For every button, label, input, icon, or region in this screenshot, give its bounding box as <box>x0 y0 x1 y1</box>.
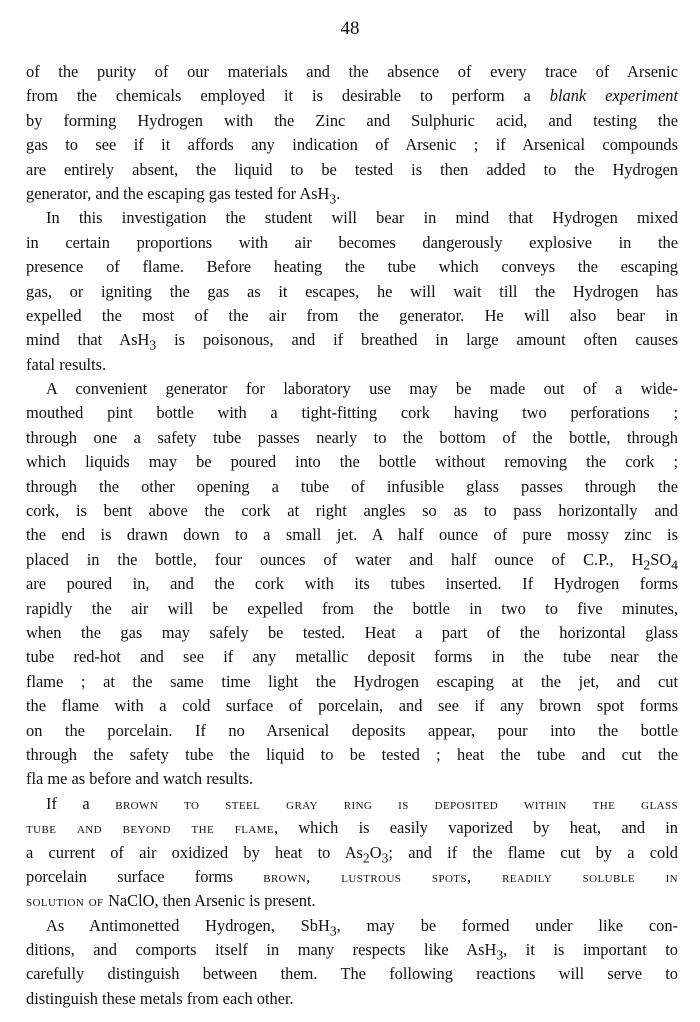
text-run: by forming Hydrogen with the Zinc and Sulphuric acid, and testing the <box>26 110 678 130</box>
text-line <box>26 743 678 767</box>
text-line <box>26 889 678 913</box>
text-line <box>26 841 678 865</box>
text-line <box>26 426 678 450</box>
text-line <box>26 182 678 206</box>
text-run: As Antimonetted Hydrogen, SbH <box>46 915 330 935</box>
text-line <box>26 548 678 572</box>
paragraph <box>26 206 678 377</box>
text-run: through one a safety tube passes nearly to the bottom of the bottle, through <box>26 427 678 447</box>
text-run: are entirely absent, the liquid to be tested is then added to the Hydrogen <box>26 159 678 179</box>
text-run: when the gas may safely be tested. Heat a part of the horizontal glass <box>26 622 678 642</box>
text-run: a current of air oxidized by heat to As <box>26 842 363 862</box>
text-line <box>26 255 678 279</box>
text-line <box>26 792 678 816</box>
subscript: 3 <box>329 922 337 938</box>
subscript: 3 <box>381 849 389 865</box>
text-run: of the purity of our materials and the absence of every trace of Arsenic <box>26 62 678 81</box>
text-run: In this investigation the student will bear in mind that Hydrogen mixed <box>46 208 678 228</box>
text-line <box>26 694 678 718</box>
text-line <box>26 621 678 645</box>
text-line <box>26 206 678 230</box>
text-line <box>26 304 678 328</box>
text-run: carefully distinguish between them. The following reactions will serve to <box>26 964 678 984</box>
text-line <box>26 353 678 377</box>
text-run: , it is important to <box>503 940 678 960</box>
text-line <box>26 328 678 352</box>
text-run: blank experiment <box>549 86 678 106</box>
page-number: 48 <box>340 18 360 39</box>
text-line <box>26 499 678 523</box>
text-line <box>26 719 678 743</box>
text-line <box>26 401 678 425</box>
text-line <box>26 450 678 474</box>
text-run: , may be formed under like con- <box>336 915 679 935</box>
text-run: through the other opening a tube of infusible glass passes through the <box>26 476 678 496</box>
text-run: cork, is bent above the cork at right angles so as to pass horizontally and <box>26 501 678 521</box>
subscript: 4 <box>671 557 678 573</box>
text-line <box>26 109 678 133</box>
text-run: the flame with a cold surface of porcelain, and see if any brown spot forms <box>26 696 678 716</box>
text-run: , which is easily vaporized by heat, and in <box>273 818 678 838</box>
text-run: which liquids may be poured into the bottle without removing the cork ; <box>26 452 678 472</box>
text-run: in certain proportions with air becomes dangerously explosive in the <box>26 232 678 252</box>
text-line <box>26 767 678 791</box>
subscript: 3 <box>329 191 337 207</box>
text-line <box>26 572 678 596</box>
subscript: 2 <box>643 557 651 573</box>
text-run: flame ; at the same time light the Hydrogen escaping at the jet, and cut <box>26 671 678 691</box>
text-run: brown, lustrous spots, readily soluble in <box>263 866 678 886</box>
paragraph <box>26 377 678 792</box>
text-run: tube red-hot and see if any metallic deposit forms in the tube near the <box>26 647 678 667</box>
text-run: expelled the most of the air from the generator. He will also bear in <box>26 305 678 325</box>
text-line <box>26 597 678 621</box>
text-line <box>26 280 678 304</box>
text-run: generator, and the escaping gas tested for AsH <box>26 183 330 203</box>
paragraph <box>26 914 678 1012</box>
text-run: presence of flame. Before heating the tube which conveys the escaping <box>26 257 678 277</box>
text-line <box>26 816 678 840</box>
text-run: SO <box>650 549 672 569</box>
text-run: from the chemicals employed it is desirable to perform a <box>26 86 550 106</box>
text-run: solution of <box>26 891 109 911</box>
text-run: is poisonous, and if breathed in large amount often causes <box>156 330 678 350</box>
text-run: O <box>369 842 382 862</box>
text-line <box>26 523 678 547</box>
text-run: tube and beyond the flame <box>26 818 274 838</box>
text-run: on the porcelain. If no Arsenical deposits appear, pour into the bottle <box>26 720 678 740</box>
text-run: gas to see if it affords any indication of Arsenic ; if Arsenical compounds <box>26 135 678 155</box>
text-run: the end is drawn down to a small jet. A half ounce of pure mossy zinc is <box>26 525 678 545</box>
paragraph <box>26 60 678 206</box>
text-line <box>26 987 678 1011</box>
text-run: fla me as before and watch results. <box>26 769 254 789</box>
text-run: fatal results. <box>26 354 107 374</box>
text-run: porcelain surface forms <box>26 866 264 886</box>
paragraph <box>26 792 678 914</box>
text-line <box>26 231 678 255</box>
text-run: A convenient generator for laboratory use may be made out of a wide- <box>46 379 678 399</box>
text-run: ditions, and comports itself in many respects like AsH <box>26 940 497 960</box>
text-line <box>26 645 678 669</box>
subscript: 2 <box>362 849 370 865</box>
text-line <box>26 938 678 962</box>
text-run: rapidly the air will be expelled from the bottle in two to five minutes, <box>26 598 678 618</box>
text-line <box>26 133 678 157</box>
text-line <box>26 158 678 182</box>
text-line <box>26 377 678 401</box>
text-run: If a <box>46 793 116 813</box>
subscript: 3 <box>149 337 157 353</box>
body-text <box>26 60 678 1011</box>
text-run: distinguish these metals from each other. <box>26 988 294 1008</box>
subscript: 3 <box>496 947 504 963</box>
text-run: mind that AsH <box>26 330 150 350</box>
text-run: ; and if the flame cut by a cold <box>388 842 678 862</box>
text-line <box>26 475 678 499</box>
text-run: are poured in, and the cork with its tubes inserted. If Hydrogen forms <box>26 574 678 594</box>
text-line <box>26 914 678 938</box>
text-run: . <box>336 183 341 203</box>
text-line <box>26 60 678 84</box>
text-run: placed in the bottle, four ounces of water and half ounce of C.P., H <box>26 549 644 569</box>
text-run: through the safety tube the liquid to be tested ; heat the tube and cut the <box>26 744 678 764</box>
text-line <box>26 865 678 889</box>
text-run: mouthed pint bottle with a tight-fitting cork having two perforations ; <box>26 403 678 423</box>
text-line <box>26 962 678 986</box>
text-run: brown to steel gray ring is deposited within the glass <box>115 793 678 813</box>
text-run: NaClO, then Arsenic is present. <box>108 891 316 911</box>
text-line <box>26 670 678 694</box>
text-run: gas, or igniting the gas as it escapes, he will wait till the Hydrogen has <box>26 281 678 301</box>
text-line <box>26 84 678 108</box>
